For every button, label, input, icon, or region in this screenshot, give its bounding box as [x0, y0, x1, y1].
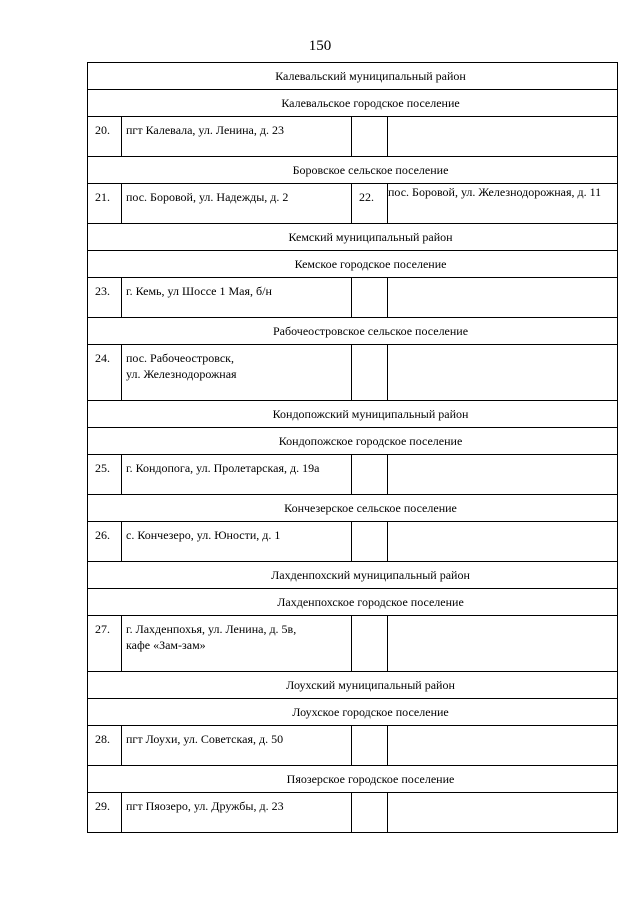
entry-number: 24.: [88, 345, 122, 401]
entry-number-2: [352, 726, 388, 766]
district-header-row: [88, 224, 618, 251]
settlement-header-row: [88, 251, 618, 278]
entry-address: г. Лахденпохья, ул. Ленина, д. 5в, кафе «Зам-зам»: [122, 616, 352, 672]
settlement-name: Кондопожское городское поселение: [88, 428, 618, 455]
district-header-row: [88, 562, 618, 589]
table-row: [88, 278, 618, 318]
entry-number: 28.: [88, 726, 122, 766]
settlement-header-row: [88, 90, 618, 117]
entry-number: 29.: [88, 793, 122, 833]
settlement-name: Пяозерское городское поселение: [88, 766, 618, 793]
settlement-header-row: [88, 157, 618, 184]
entry-address: г. Кондопога, ул. Пролетарская, д. 19а: [122, 455, 352, 495]
entry-address: пос. Боровой, ул. Надежды, д. 2: [122, 184, 352, 224]
table-row: [88, 345, 618, 401]
table-body: [88, 63, 618, 833]
settlement-name: Кончезерское сельское поселение: [88, 495, 618, 522]
table-row: [88, 726, 618, 766]
settlement-header-row: [88, 428, 618, 455]
entry-number-2: [352, 345, 388, 401]
settlement-header-row: [88, 495, 618, 522]
entry-address: пос. Рабочеостровск, ул. Железнодорожная: [122, 345, 352, 401]
entry-address-2: [388, 522, 618, 562]
entry-address: пгт Пяозеро, ул. Дружбы, д. 23: [122, 793, 352, 833]
entry-address-2: [388, 793, 618, 833]
entry-address: пгт Лоухи, ул. Советская, д. 50: [122, 726, 352, 766]
district-name: Лахденпохский муниципальный район: [88, 562, 618, 589]
page-number: 150: [308, 38, 332, 54]
polling-stations-table: [87, 62, 618, 833]
entry-number: 20.: [88, 117, 122, 157]
entry-number: 26.: [88, 522, 122, 562]
district-header-row: [88, 401, 618, 428]
table-row: [88, 793, 618, 833]
entry-number: 25.: [88, 455, 122, 495]
settlement-name: Лахденпохское городское поселение: [88, 589, 618, 616]
settlement-name: Кемское городское поселение: [88, 251, 618, 278]
entry-number: 23.: [88, 278, 122, 318]
entry-address-2: [388, 616, 618, 672]
table-row: [88, 184, 618, 224]
table-row: [88, 616, 618, 672]
entry-number-2: [352, 278, 388, 318]
settlement-name: Калевальское городское поселение: [88, 90, 618, 117]
entry-number: 27.: [88, 616, 122, 672]
settlement-header-row: [88, 766, 618, 793]
settlement-name: Рабочеостровское сельское поселение: [88, 318, 618, 345]
entry-number-2: 22.: [352, 184, 388, 224]
district-header-row: [88, 672, 618, 699]
entry-address-2: [388, 345, 618, 401]
table-row: [88, 455, 618, 495]
district-name: Кондопожский муниципальный район: [88, 401, 618, 428]
entry-number-2: [352, 793, 388, 833]
entry-number-2: [352, 522, 388, 562]
entry-address-2: [388, 278, 618, 318]
entry-address-2: пос. Боровой, ул. Железнодорожная, д. 11: [388, 184, 618, 224]
settlement-name: Боровское сельское поселение: [88, 157, 618, 184]
settlement-name: Лоухское городское поселение: [88, 699, 618, 726]
entry-number-2: [352, 455, 388, 495]
entry-address-2: [388, 455, 618, 495]
table-row: [88, 522, 618, 562]
entry-address: пгт Калевала, ул. Ленина, д. 23: [122, 117, 352, 157]
entry-number-2: [352, 117, 388, 157]
entry-number: 21.: [88, 184, 122, 224]
entry-number-2: [352, 616, 388, 672]
table-row: [88, 117, 618, 157]
entry-address: г. Кемь, ул Шоссе 1 Мая, б/н: [122, 278, 352, 318]
settlement-header-row: [88, 589, 618, 616]
entry-address-2: [388, 117, 618, 157]
district-name: Калевальский муниципальный район: [88, 63, 618, 90]
entry-address: с. Кончезеро, ул. Юности, д. 1: [122, 522, 352, 562]
entry-address-2: [388, 726, 618, 766]
district-name: Кемский муниципальный район: [88, 224, 618, 251]
settlement-header-row: [88, 699, 618, 726]
settlement-header-row: [88, 318, 618, 345]
district-name: Лоухский муниципальный район: [88, 672, 618, 699]
district-header-row: [88, 63, 618, 90]
